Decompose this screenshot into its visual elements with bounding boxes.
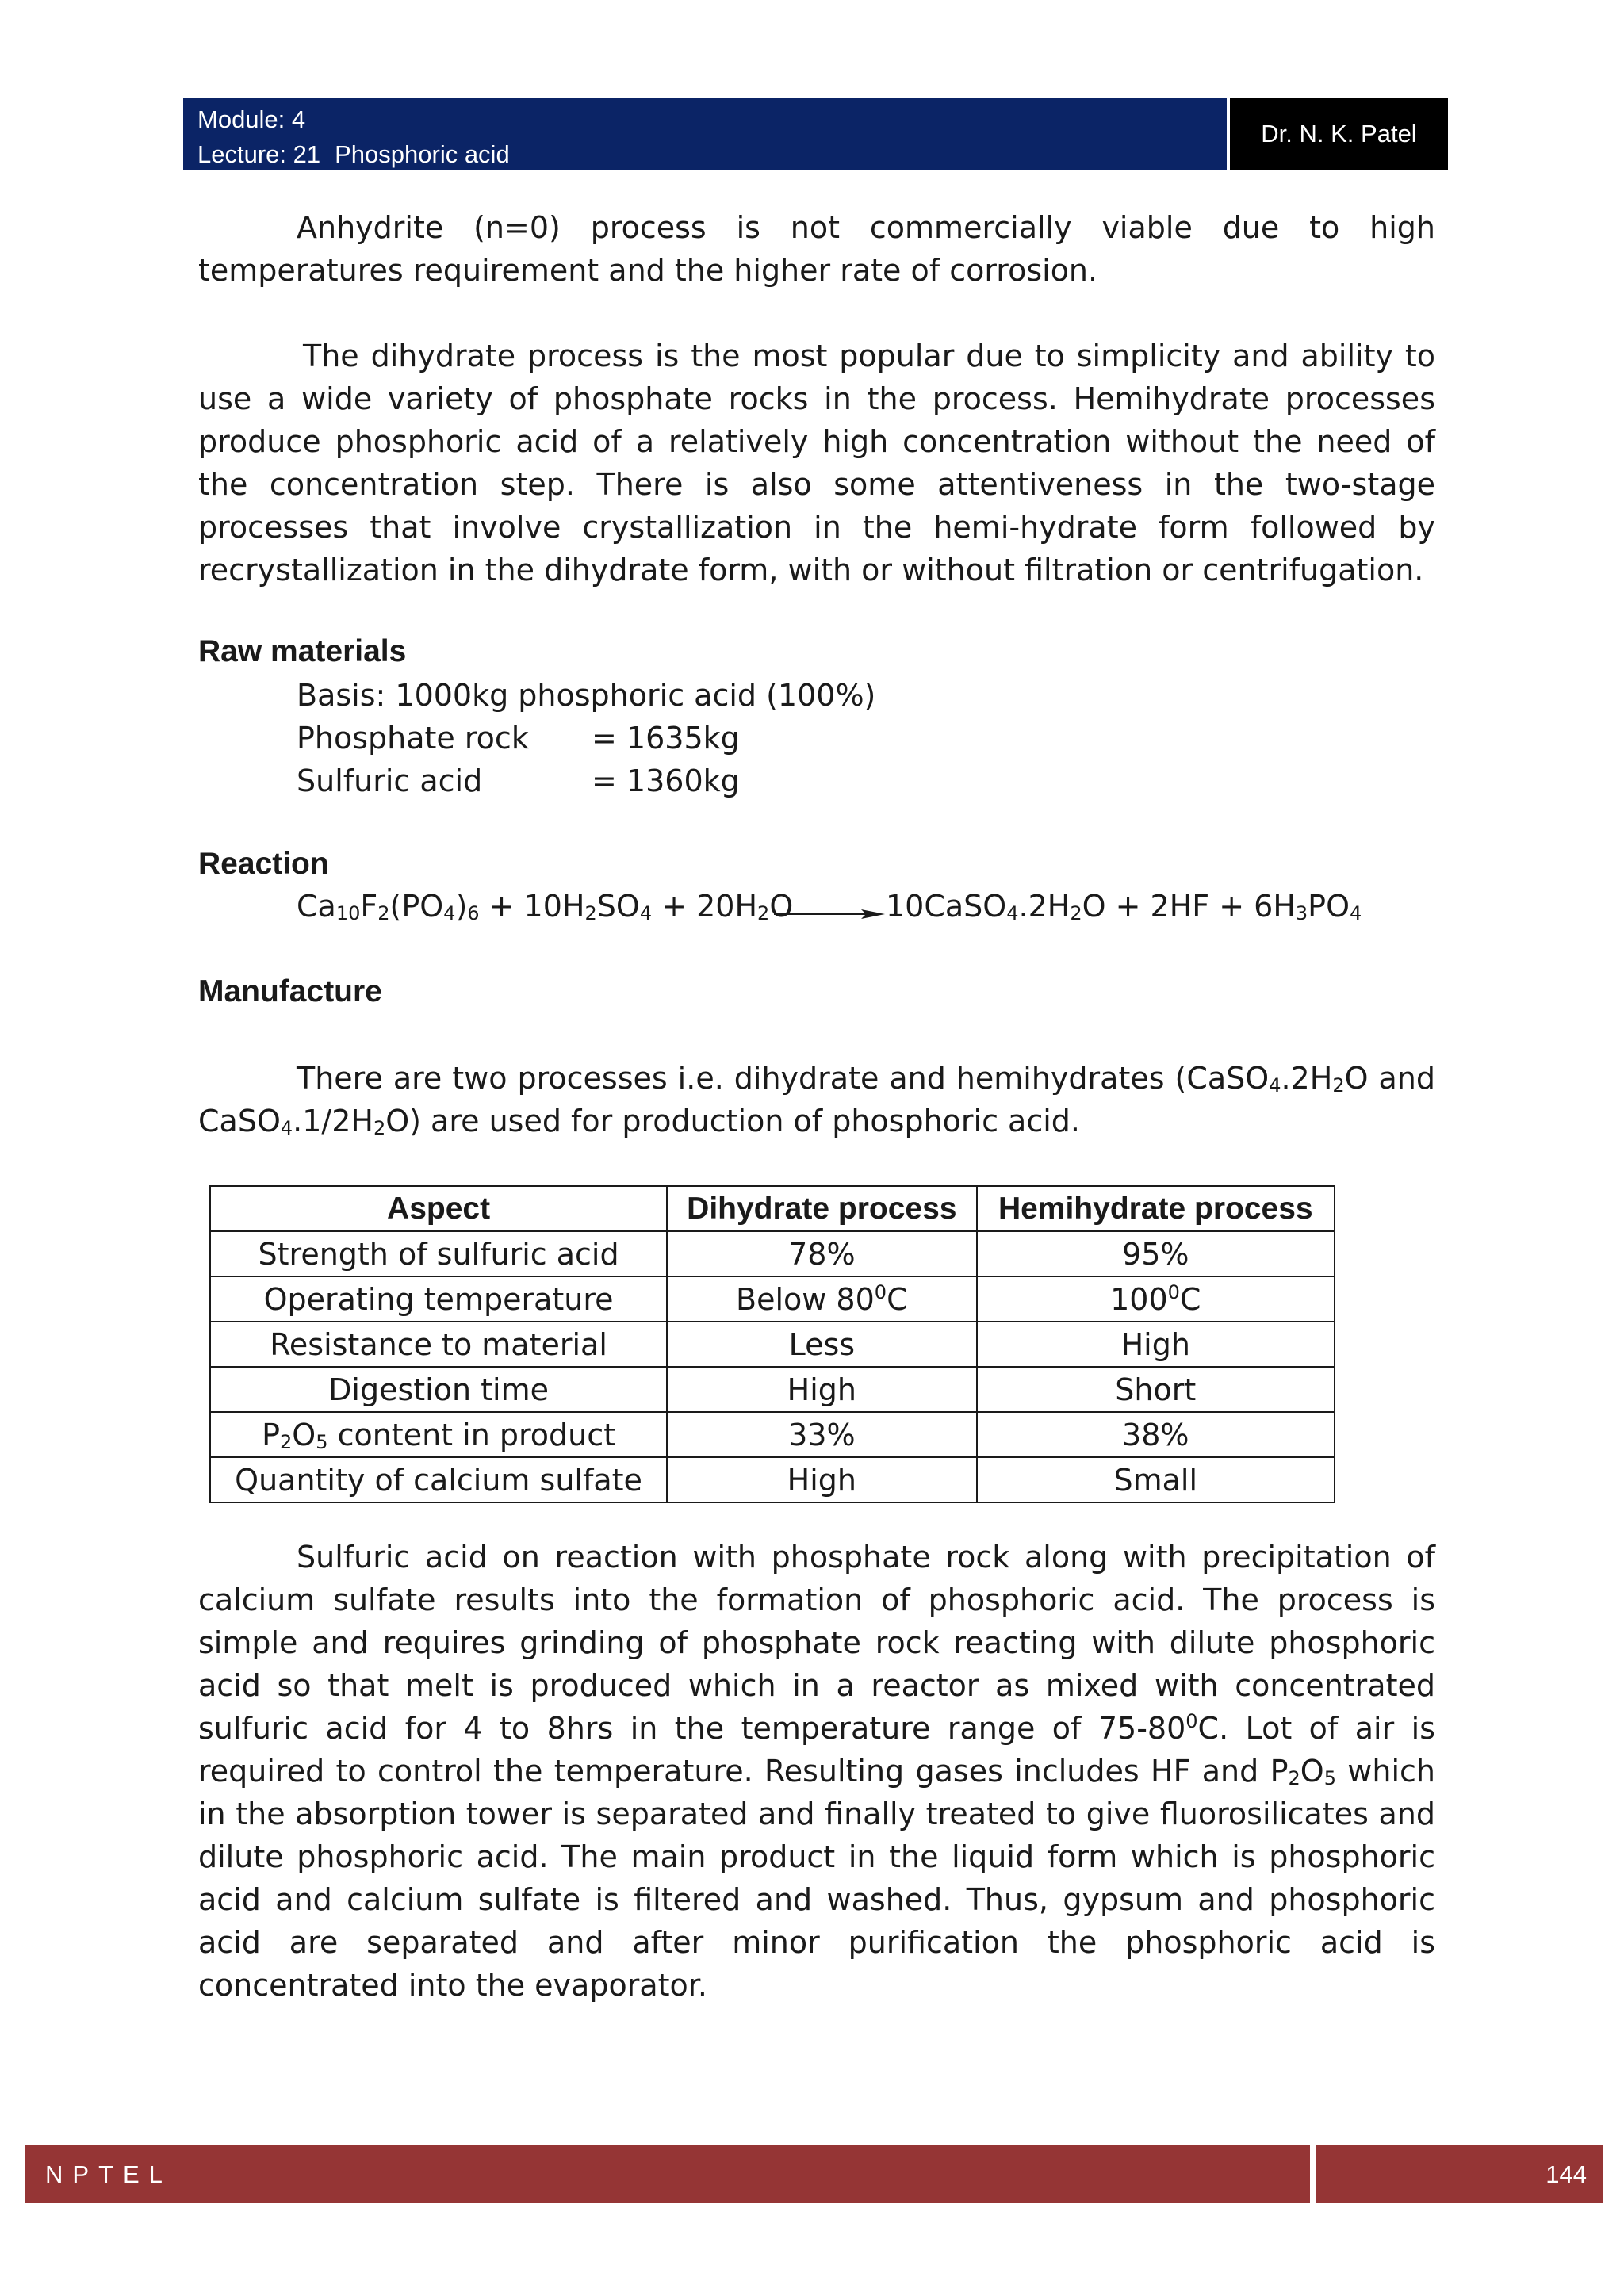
paragraph-manufacture-description [198, 1536, 1435, 2007]
footer-bar [25, 2145, 1310, 2203]
basis-line: Basis: 1000kg phosphoric acid (100%) [297, 678, 876, 713]
module-label: Module: 4 [197, 105, 306, 133]
table-cell: 38% [977, 1412, 1335, 1457]
table-row [210, 1457, 1335, 1502]
footer-label: NPTEL [45, 2160, 172, 2188]
table-cell: High [977, 1322, 1335, 1367]
raw-material-row [297, 717, 740, 760]
table-cell: 78% [667, 1231, 976, 1276]
raw-material-row [297, 760, 740, 802]
table-row [210, 1367, 1335, 1412]
column-header: Hemihydrate process [977, 1186, 1335, 1231]
header-author-box [1230, 98, 1448, 170]
table-cell: Below $80^0C$ [667, 1276, 976, 1322]
footer-page-box [1316, 2145, 1603, 2203]
paragraph-text: Sulfuric acid on reaction with phosphate rock along with precipitation of calcium sulfate results into the formation of phosphoric acid. The process is simple and requires grinding of phosphate rock reacting with dilute phosphoric acid so that melt is produced which in a reactor as mixed with concentrated sulfuric acid for 4 to 8hrs in the temperature range of $75-80^0C$. Lot of air is required to control the temperature. Resulting gases includes HF and $P_2O_5$ which in the absorption tower is separated and finally treated to give fluorosilicates and dilute phosphoric acid. The main product in the liquid form which is phosphoric acid and calcium sulfate is filtered and washed. Thus, gypsum and phosphoric acid are separated and after minor purification the phosphoric acid is concentrated into the evaporator. [198, 1540, 1436, 2003]
table-cell: Operating temperature [210, 1276, 667, 1322]
reaction-arrow-icon [774, 909, 885, 920]
raw-material-value: = 1360kg [592, 763, 740, 798]
table-cell: Strength of sulfuric acid [210, 1231, 667, 1276]
table-row [210, 1412, 1335, 1457]
lecture-number: Lecture: 21 [197, 140, 321, 168]
raw-material-name: Sulfuric acid [297, 763, 483, 798]
reaction-products: $10CaSO_4.2H_2O + 2HF + 6H_3PO_4$ [886, 889, 1362, 924]
raw-material-name: Phosphate rock [297, 721, 529, 756]
paragraph-text: Anhydrite (n=0) process is not commercially viable due to high temperatures requirement and the higher rate of corrosion. [198, 210, 1435, 288]
comparison-table [209, 1185, 1335, 1503]
paragraph-text: There are two processes i.e. dihydrate and hemihydrates ($CaSO_4.2H_2O$ and $CaSO_4.1/2H_2O$) are used for production of phosphoric acid. [198, 1061, 1435, 1139]
table-cell: Digestion time [210, 1367, 667, 1412]
table-cell: 95% [977, 1231, 1335, 1276]
table-header-row [210, 1186, 1335, 1231]
heading-reaction: Reaction [198, 847, 329, 881]
heading-raw-materials: Raw materials [198, 634, 407, 668]
paragraph-anhydrite [198, 206, 1435, 292]
table-cell: High [667, 1457, 976, 1502]
table-cell: Short [977, 1367, 1335, 1412]
raw-material-value: = 1635kg [592, 721, 740, 756]
heading-manufacture: Manufacture [198, 974, 382, 1008]
table-cell: $100^0C$ [977, 1276, 1335, 1322]
table-row [210, 1231, 1335, 1276]
table-row [210, 1322, 1335, 1367]
lecture-title: Phosphoric acid [335, 140, 510, 168]
table-cell: $P_2O_5$ content in product [210, 1412, 667, 1457]
paragraph-manufacture-intro [198, 1057, 1435, 1142]
paragraph-dihydrate [198, 335, 1435, 591]
table-cell: 33% [667, 1412, 976, 1457]
table-cell: Quantity of calcium sulfate [210, 1457, 667, 1502]
table-cell: High [667, 1367, 976, 1412]
column-header: Dihydrate process [667, 1186, 976, 1231]
table-cell: Small [977, 1457, 1335, 1502]
reaction-reactants: $Ca_{10}F_2(PO_4)_6 + 10H_2SO_4 + 20H_2O$ [297, 889, 794, 924]
table-cell: Resistance to material [210, 1322, 667, 1367]
column-header: Aspect [210, 1186, 667, 1231]
header-module-bar [183, 98, 1227, 170]
table-row [210, 1276, 1335, 1322]
table-cell: Less [667, 1322, 976, 1367]
author-name: Dr. N. K. Patel [1261, 120, 1417, 147]
lecture-line [197, 137, 1227, 172]
paragraph-text: The dihydrate process is the most popular due to simplicity and ability to use a wide variety of phosphate rocks in the process. Hemihydrate processes produce phosphoric acid of a relatively high concentration without the need of the concentration step. There is also some attentiveness in the two-stage processes that involve crystallization in the hemi-hydrate form followed by recrystallization in the dihydrate form, with or without filtration or centrifugation. [198, 339, 1435, 587]
page-number: 144 [1545, 2160, 1587, 2188]
